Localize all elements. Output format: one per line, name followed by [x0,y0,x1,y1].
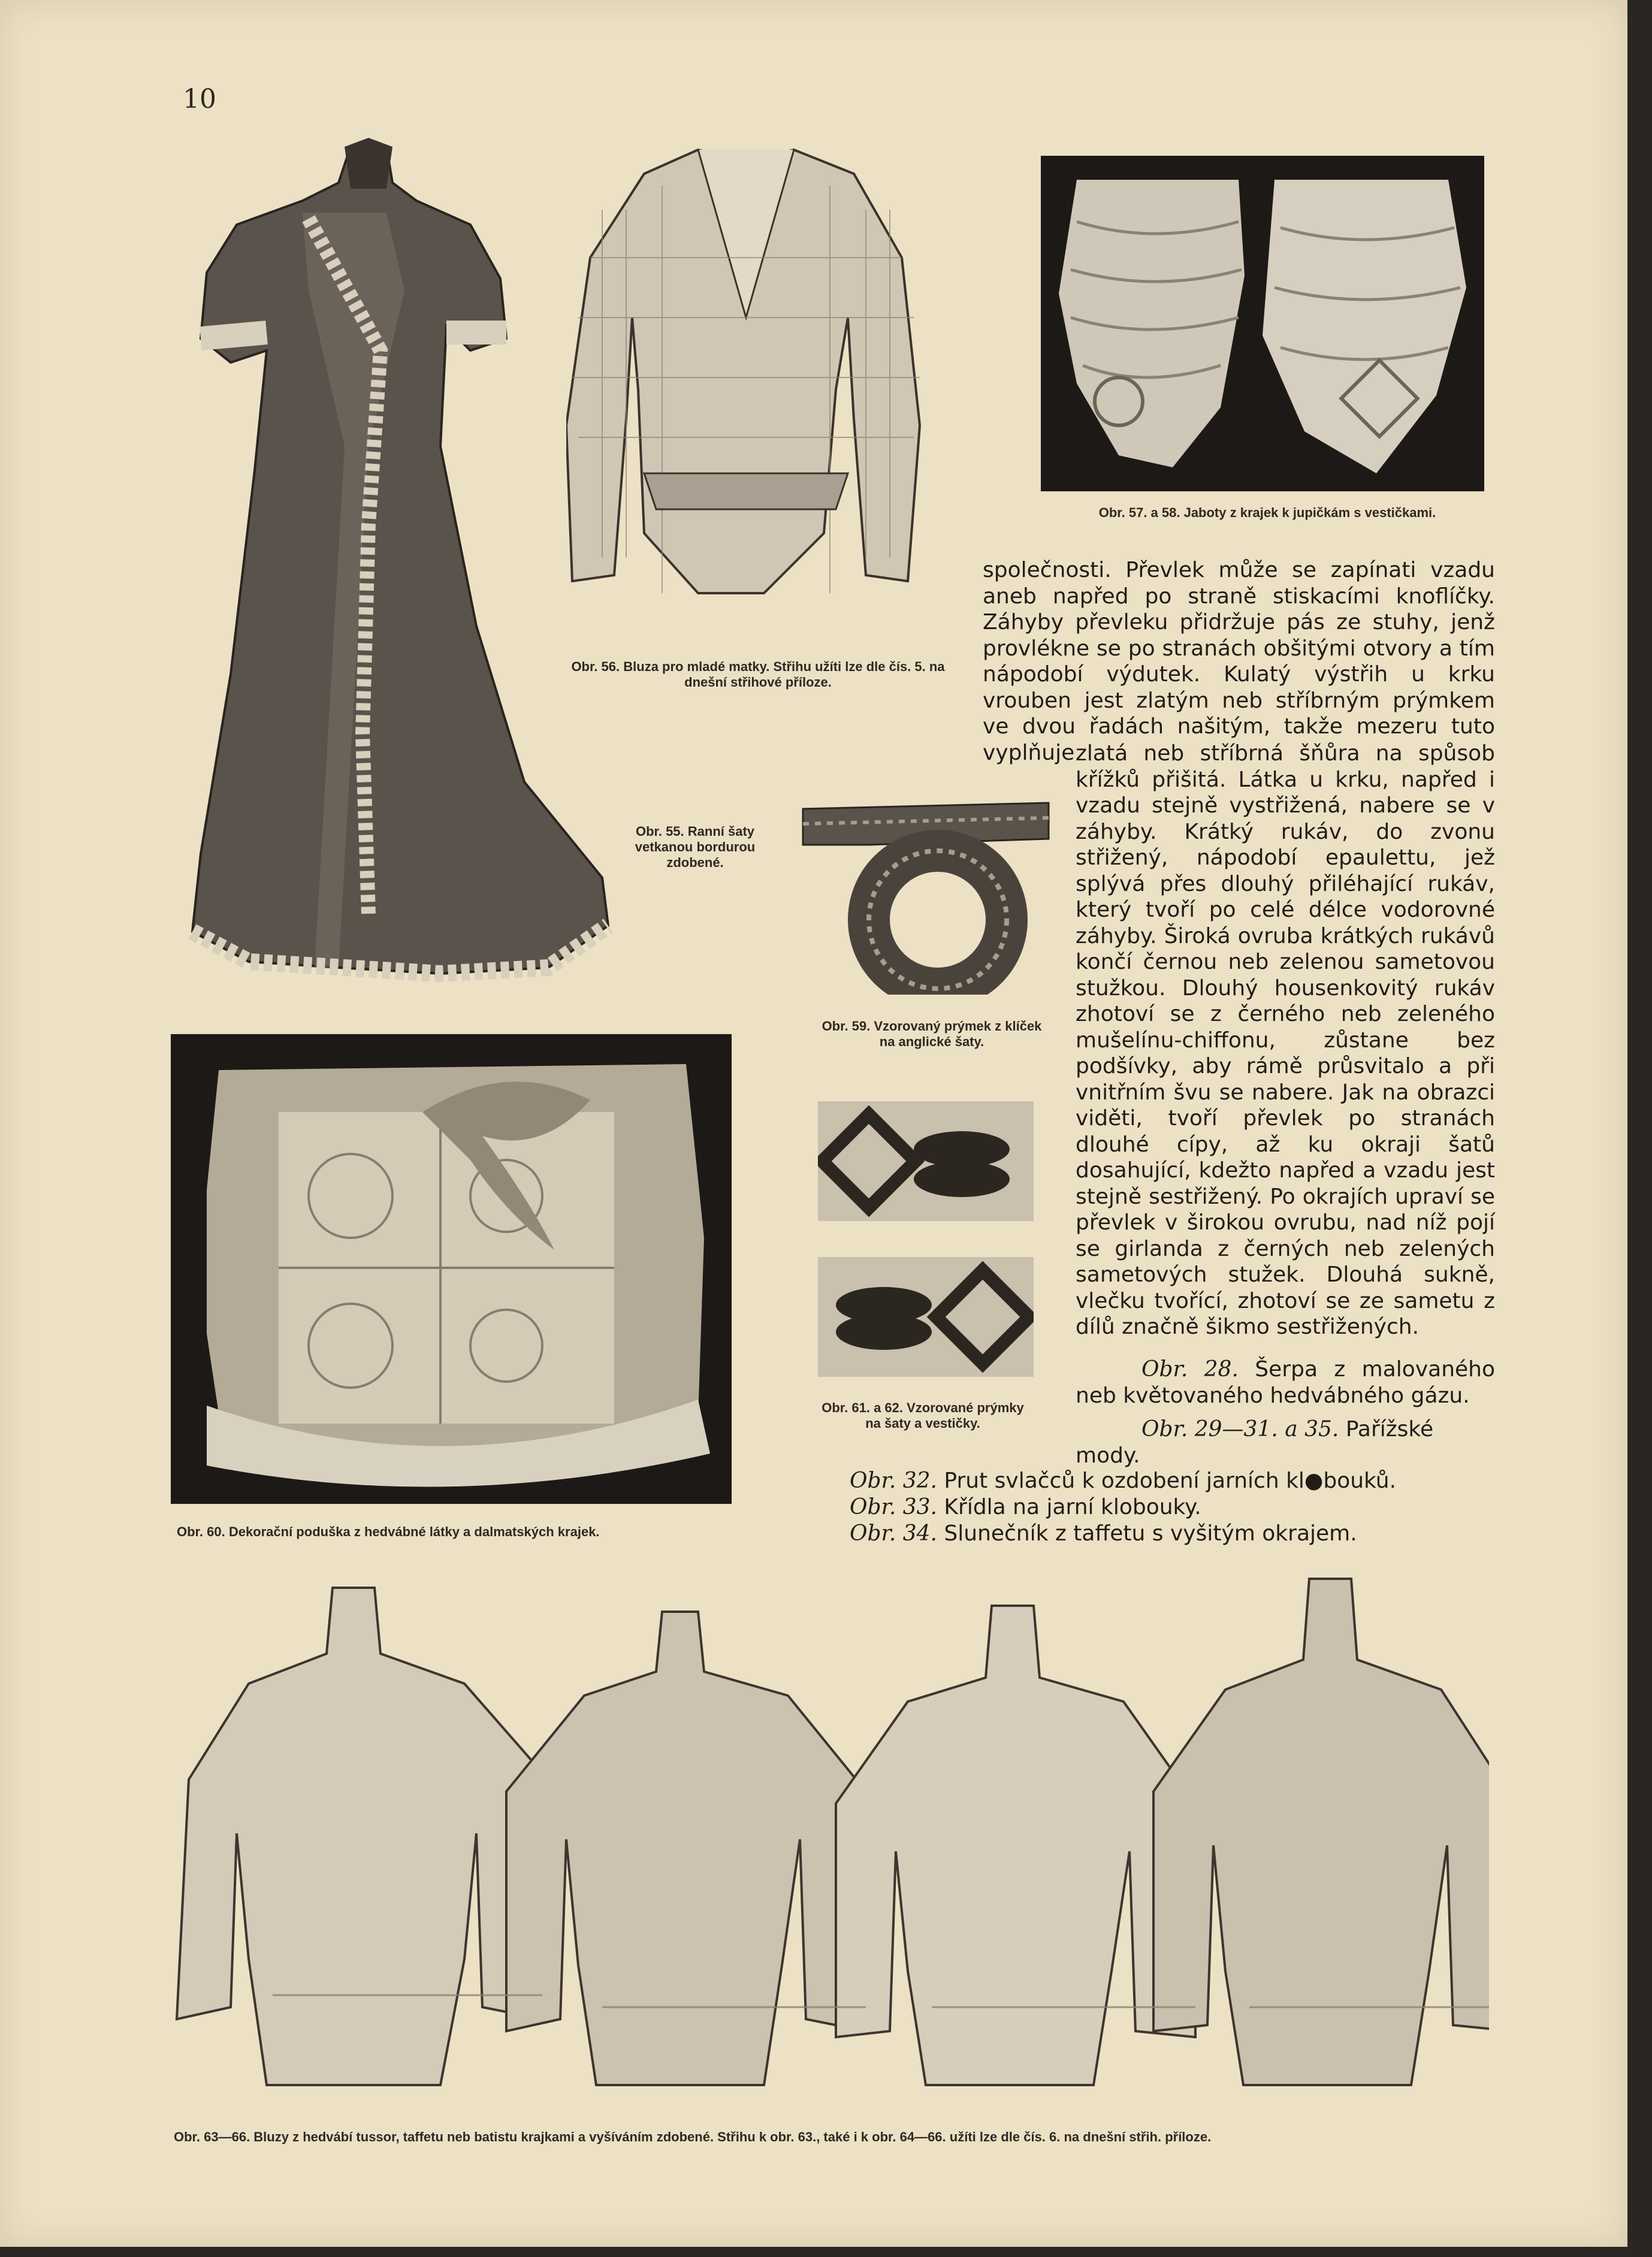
blouse-63 [177,1588,548,2085]
blouse-illustration [566,138,926,641]
blouse-66 [1153,1579,1489,2085]
figure-56-blouse [566,138,926,641]
caption-fig-60: Obr. 60. Dekorační poduška z hedvábné látky a dalmatských krajek. [177,1524,600,1539]
braid-illustration [797,791,1055,995]
cushion-photo [171,1034,732,1504]
body-paragraph-narrow: zlatá neb stříbrná šňůra na spůsob křížků přišitá. Látka u krku, napřed i vzadu stejně vystřižená, nabere se v záhyby. Krátký rukáv, do zvonu střižený, nápodobí epaulettu, jež splývá přes dlouhý přiléhající rukáv, který tvoří po celé délce vodorovné záhyby. Široká ovruba krátkých rukávů končí černou neb zelenou sametovou stužkou. Dlouhý housenkovitý rukáv zhotoví se z černého neb zeleného mušelínu-chiffonu, zůstane bez podšívky, aby rámě průsvitalo a při vnitřním švu se nabere. Jak na obrazci viděti, tvoří převlek po stranách dlouhé cípy, až ku okraji šatů dosahující, kdežto napřed a vzadu jest stejně sestřižený. Po okrajích upraví se převlek v širokou ovrubu, nad níž pojí se girlanda z černých neb zelených sametových stužek. Dlouhá sukně, vlečku tvořící, zhotoví se ze sametu z dílů značně šikmo sestřižených. [1076,741,1495,1339]
blouses-illustration [171,1576,1489,2091]
obr-33-label: Obr. 33. [850,1495,937,1519]
body-paragraph-top: společnosti. Převlek může se zapínati vzadu aneb napřed po straně stiskacími knoflíčky. Záhyby převleku přidržuje pás ze stuhy, jenž provlékne se po stranách obšitými otvory a tím nápodobí výdutek. Kulatý výstřih u krku vrouben jest zlatým neb stříbrným prýmkem ve dvou řadách našitým, takže mezeru tuto vyplňuje [983,558,1495,765]
dress-illustration [189,135,620,992]
obr-29-line [1076,1416,1495,1469]
braids-illustration [818,1101,1034,1377]
figure-55-morning-dress [189,135,620,992]
obr-28-line [1076,1356,1495,1409]
page-number: 10 [183,84,216,114]
caption-fig-55: Obr. 55. Ranní šaty vetkanou bordurou zdobené. [635,824,756,870]
obr-34-line [850,1521,1357,1547]
figure-63-66-blouses [171,1576,1489,2091]
caption-fig-63-66: Obr. 63—66. Bluzy z hedvábí tussor, taffetu neb batistu krajkami a vyšíváním zdobené. Střihu k obr. 63., také i k obr. 64—66. užíti lze dle čís. 6. na dnešní střih. příloze. [174,2129,1212,2144]
jabots-photo [1041,156,1484,491]
obr-32-text: Prut svlačců k ozdobení jarních kl●bouků. [944,1469,1397,1493]
blouse-65 [836,1606,1195,2085]
obr-29-text: Pařížské mody. [1076,1417,1434,1468]
figure-59-braid [797,791,1055,995]
caption-fig-61-62: Obr. 61. a 62. Vzorované prýmky na šaty a vestičky. [822,1400,1024,1431]
caption-fig-57-58: Obr. 57. a 58. Jaboty z krajek k jupičkám s vestičkami. [1098,505,1436,520]
obr-29-label: Obr. 29—31. a 35. [1141,1417,1339,1442]
obr-28-text: Šerpa z malovaného neb květovaného hedvábného gázu. [1076,1357,1496,1408]
caption-fig-59: Obr. 59. Vzorovaný prýmek z klíček na anglické šaty. [822,1019,1042,1049]
obr-33-line [850,1494,1201,1521]
figure-60-cushion [171,1034,732,1504]
obr-32-label: Obr. 32. [850,1469,937,1493]
obr-33-text: Křídla na jarní klobouky. [944,1495,1201,1519]
obr-32-line [850,1468,1396,1494]
caption-fig-56: Obr. 56. Bluza pro mladé matky. Střihu užíti lze dle čís. 5. na dnešní střihové příloze. [571,659,945,690]
blouse-64 [506,1612,866,2085]
obr-28-label: Obr. 28. [1141,1357,1239,1382]
figure-61-62-braids [818,1101,1034,1377]
figure-57-58-jabots [1041,156,1484,491]
obr-34-text: Slunečník z taffetu s vyšitým okrajem. [944,1521,1357,1546]
obr-34-label: Obr. 34. [850,1521,937,1546]
